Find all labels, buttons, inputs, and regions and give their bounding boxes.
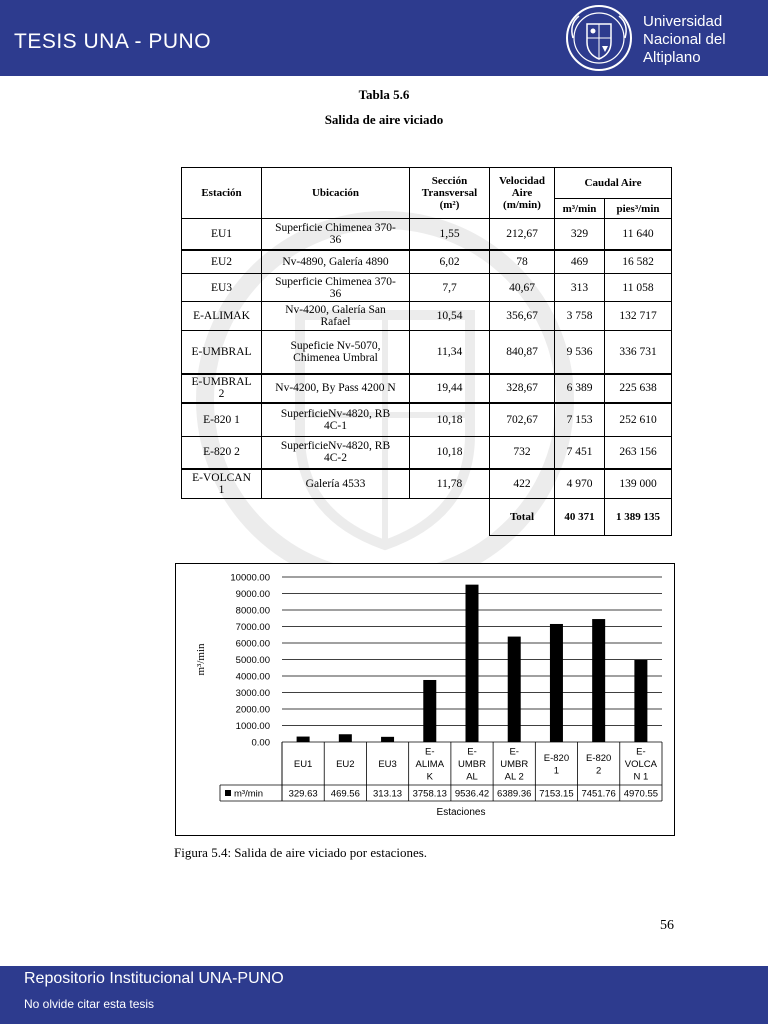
cell-m3: 6 389 (555, 374, 605, 403)
y-tick-label: 7000.00 (235, 622, 270, 633)
y-tick-label: 10000.00 (230, 572, 270, 584)
cell-ubicacion: SuperficieNv-4820, RB 4C-2 (262, 437, 410, 469)
cell-m3: 329 (555, 219, 605, 250)
cell-velocidad: 702,67 (490, 403, 555, 437)
table-title: Salida de aire viciado (324, 112, 444, 127)
cell-ubicacion: SuperficieNv-4820, RB 4C-1 (262, 403, 410, 437)
cell-ubicacion: Nv-4200, By Pass 4200 N (262, 374, 410, 403)
y-tick-label: 3000.00 (235, 688, 270, 699)
data-label: 469.56 (330, 788, 360, 800)
data-label: 4970.55 (623, 788, 659, 800)
cell-seccion: 1,55 (410, 219, 490, 250)
header-estacion: Estación (182, 168, 262, 219)
x-category-label: 2 (596, 765, 602, 777)
bar (550, 624, 563, 742)
data-label: 3758.13 (412, 788, 447, 800)
bar (339, 734, 352, 742)
cell-velocidad: 78 (490, 250, 555, 274)
y-tick-label: 9000.00 (235, 589, 270, 600)
header-pies3: pies³/min (605, 199, 672, 219)
cell-seccion: 10,18 (410, 437, 490, 469)
x-category-label: E- (467, 746, 477, 758)
cell-velocidad: 840,87 (490, 331, 555, 374)
bar (634, 660, 647, 742)
table-row (182, 302, 672, 331)
cell-ubicacion: Supeficie Nv-5070, Chimenea Umbral (262, 331, 410, 374)
data-label: 7451.76 (581, 788, 616, 800)
cell-m3: 7 451 (555, 437, 605, 469)
footer-title: Repositorio Institucional UNA-PUNO (24, 970, 284, 987)
cell-m3: 469 (555, 250, 605, 274)
x-category-label: E- (509, 746, 519, 758)
header-title: TESIS UNA - PUNO (14, 30, 212, 53)
cell-seccion: 19,44 (410, 374, 490, 403)
header-velocidad: Velocidad Aire (m/min) (490, 168, 555, 219)
footer-subtitle: No olvide citar esta tesis (24, 997, 155, 1011)
cell-ubicacion: Galería 4533 (262, 469, 410, 499)
cell-estacion: E-820 1 (182, 403, 262, 437)
header-banner (0, 0, 768, 76)
university-seal-icon (565, 4, 633, 72)
x-category-label: UMBR (458, 759, 486, 770)
cell-m3: 313 (555, 274, 605, 302)
cell-seccion: 11,78 (410, 469, 490, 499)
table-row (182, 250, 672, 274)
y-tick-label: 1000.00 (235, 721, 270, 732)
legend-key (225, 790, 231, 796)
header-seccion: Sección Transversal (m²) (410, 168, 490, 219)
data-label: 313.13 (373, 788, 403, 800)
cell-estacion: E-ALIMAK (182, 302, 262, 331)
table-row (182, 403, 672, 437)
table-row (182, 469, 672, 499)
cell-estacion: E-UMBRAL (182, 331, 262, 374)
cell-velocidad: 356,67 (490, 302, 555, 331)
table-row (182, 374, 672, 403)
cell-velocidad: 328,67 (490, 374, 555, 403)
table-row (182, 274, 672, 302)
y-tick-label: 4000.00 (235, 671, 270, 683)
footer-banner (0, 966, 768, 1024)
x-axis-label: Estaciones (436, 807, 486, 818)
cell-pies3: 11 640 (605, 219, 672, 250)
x-category-label: EU2 (336, 759, 355, 770)
cell-seccion: 6,02 (410, 250, 490, 274)
cell-m3: 3 758 (555, 302, 605, 331)
x-category-label: N 1 (633, 771, 649, 783)
cell-seccion: 7,7 (410, 274, 490, 302)
cell-seccion: 10,54 (410, 302, 490, 331)
y-tick-label: 5000.00 (235, 655, 270, 666)
data-label: 6389.36 (497, 788, 532, 800)
y-tick-label: 8000.00 (235, 605, 270, 617)
table-row (182, 219, 672, 250)
bar (381, 737, 394, 742)
x-category-label: ALIMA (415, 759, 445, 770)
cell-m3: 7 153 (555, 403, 605, 437)
table-body (182, 219, 672, 499)
page-number: 56 (660, 918, 674, 933)
cell-ubicacion: Nv-4890, Galería 4890 (262, 250, 410, 274)
table-number: Tabla 5.6 (358, 87, 410, 102)
x-category-label: EU3 (378, 759, 397, 770)
university-name: Universidad Nacional del Altiplano (643, 13, 726, 66)
x-category-label: 1 (553, 765, 560, 777)
bar (592, 619, 605, 742)
x-category-label: E- (425, 746, 435, 758)
chart-container (175, 563, 675, 836)
data-label: 7153.15 (539, 788, 574, 800)
y-tick-label: 6000.00 (235, 638, 270, 650)
cell-pies3: 11 058 (605, 274, 672, 302)
total-m3: 40 371 (555, 499, 605, 536)
cell-ubicacion: Superficie Chimenea 370- 36 (262, 274, 410, 302)
cell-pies3: 336 731 (605, 331, 672, 374)
cell-velocidad: 422 (490, 469, 555, 499)
x-category-label: E-820 (585, 752, 612, 764)
x-category-label: K (426, 771, 433, 783)
x-category-label: E-820 (543, 752, 570, 764)
y-axis-label: m³/min (195, 643, 207, 676)
air-outlet-table (181, 167, 672, 536)
legend-series-name: m³/min (234, 788, 264, 800)
bar (508, 637, 521, 742)
data-label: 329.63 (288, 788, 318, 800)
x-category-label: VOLCA (624, 759, 657, 770)
data-label: 9536.42 (454, 788, 490, 800)
table-row (182, 331, 672, 374)
header-ubicacion: Ubicación (262, 168, 410, 219)
cell-ubicacion: Superficie Chimenea 370- 36 (262, 219, 410, 250)
cell-velocidad: 40,67 (490, 274, 555, 302)
total-label: Total (490, 499, 555, 536)
table-row (182, 437, 672, 469)
figure-caption: Figura 5.4: Salida de aire viciado por estaciones. (174, 845, 428, 860)
cell-pies3: 252 610 (605, 403, 672, 437)
bar (423, 680, 436, 742)
total-row (182, 499, 672, 536)
header-caudal: Caudal Aire (555, 168, 672, 199)
x-category-label: E- (636, 746, 646, 758)
bar-chart (176, 564, 674, 835)
total-pies3: 1 389 135 (605, 499, 672, 536)
cell-estacion: EU3 (182, 274, 262, 302)
cell-pies3: 132 717 (605, 302, 672, 331)
cell-pies3: 225 638 (605, 374, 672, 403)
x-category-label: EU1 (293, 759, 313, 770)
cell-estacion: E-820 2 (182, 437, 262, 469)
cell-pies3: 263 156 (605, 437, 672, 469)
cell-estacion: E-VOLCAN 1 (182, 469, 262, 499)
cell-velocidad: 732 (490, 437, 555, 469)
header-m3: m³/min (555, 199, 605, 219)
cell-pies3: 16 582 (605, 250, 672, 274)
cell-seccion: 11,34 (410, 331, 490, 374)
x-category-label: AL 2 (504, 771, 524, 783)
cell-estacion: EU1 (182, 219, 262, 250)
table-header-row (182, 168, 672, 199)
cell-estacion: EU2 (182, 250, 262, 274)
bar (466, 585, 479, 742)
cell-ubicacion: Nv-4200, Galería San Rafael (262, 302, 410, 331)
x-category-label: UMBR (500, 759, 529, 770)
cell-m3: 4 970 (555, 469, 605, 499)
y-tick-label: 2000.00 (235, 704, 270, 716)
y-tick-label: 0.00 (251, 737, 270, 749)
cell-pies3: 139 000 (605, 469, 672, 499)
cell-estacion: E-UMBRAL 2 (182, 374, 262, 403)
bar (297, 737, 310, 742)
cell-m3: 9 536 (555, 331, 605, 374)
x-category-label: AL (466, 771, 478, 783)
cell-velocidad: 212,67 (490, 219, 555, 250)
cell-seccion: 10,18 (410, 403, 490, 437)
